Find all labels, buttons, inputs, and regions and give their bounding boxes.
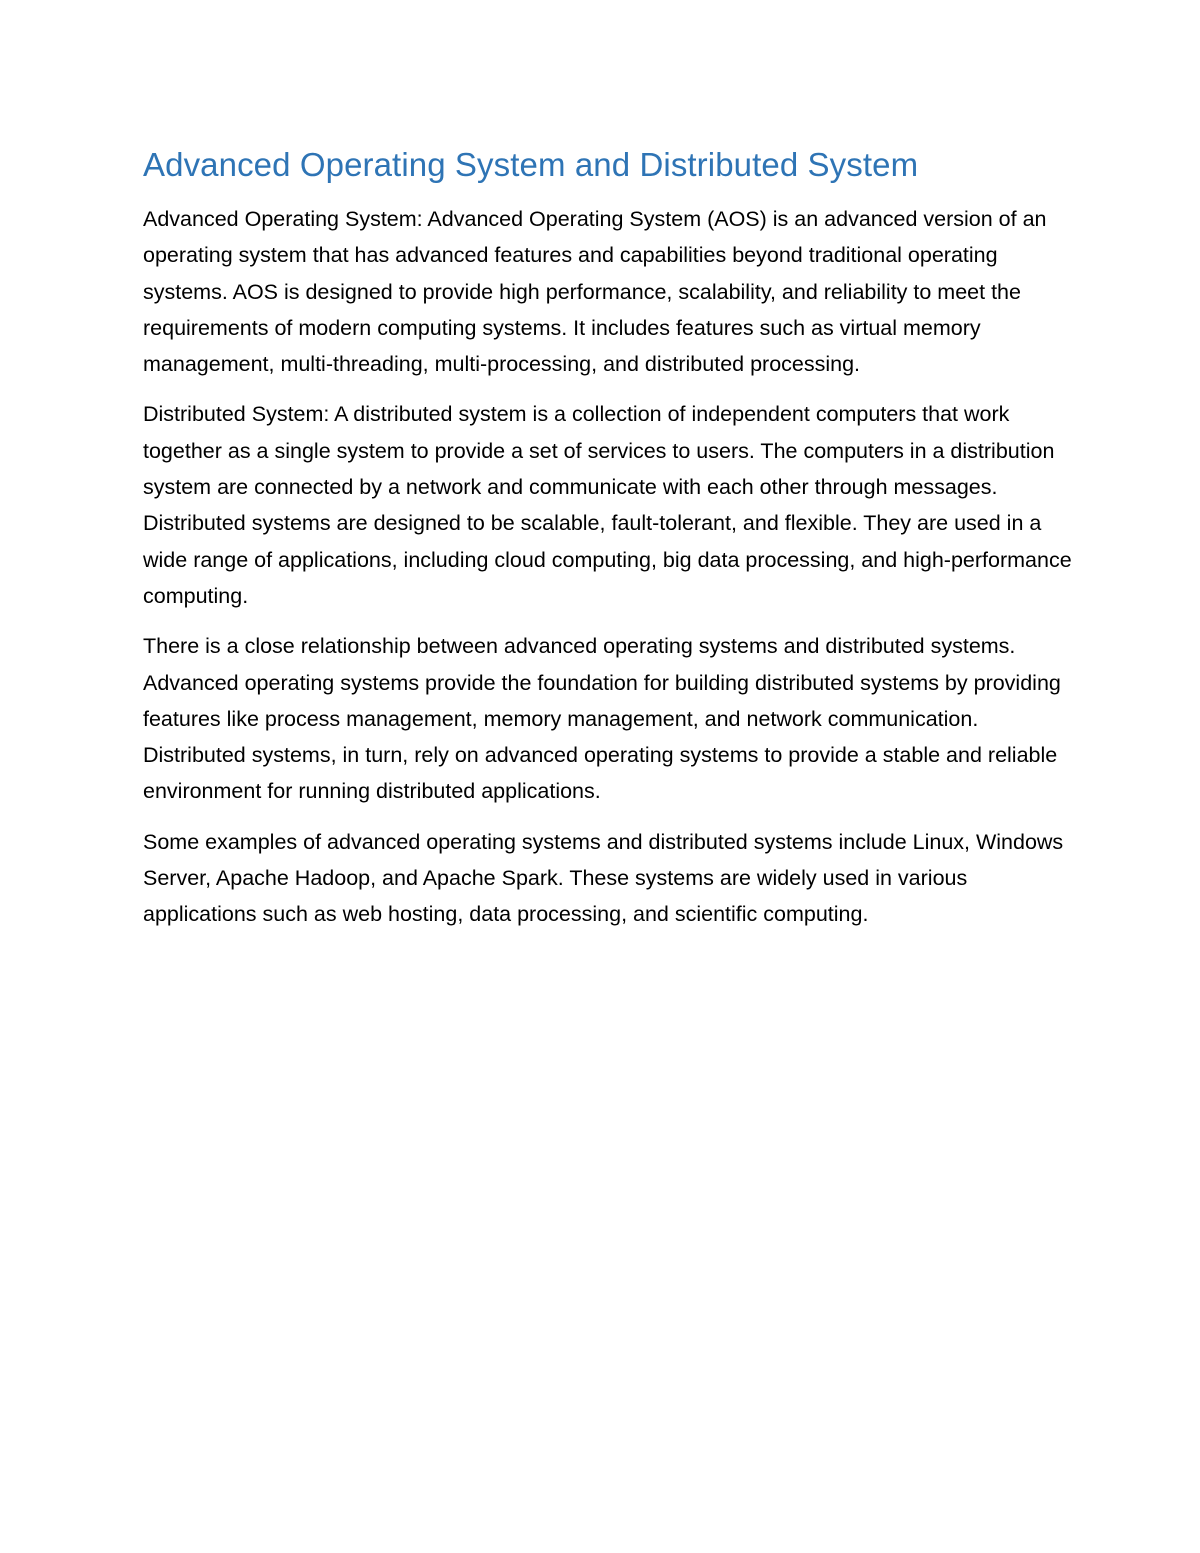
paragraph-relationship: There is a close relationship between advanced operating systems and distributed systems. Advanced operating systems provide the foundation for building distributed systems by providing features like process management, memory management, and network communication. Distributed systems, in turn, rely on advanced operating systems to provide a stable and reliable environment for running distributed applications.: [143, 634, 1061, 804]
document-body: [143, 143, 1073, 947]
paragraph-distributed-system: Distributed System: A distributed system is a collection of independent computers that work together as a single system to provide a set of services to users. The computers in a distribution system are connected by a network and communicate with each other through messages. Distributed systems are designed to be scalable, fault-tolerant, and flexible. They are used in a wide range of applications, including cloud computing, big data processing, and high-performance computing.: [143, 402, 1072, 608]
page-title: Advanced Operating System and Distributed System: [143, 146, 919, 183]
paragraph-examples: Some examples of advanced operating systems and distributed systems include Linux, Windows Server, Apache Hadoop, and Apache Spark. These systems are widely used in various applications such as web hosting, data processing, and scientific computing.: [143, 829, 1064, 927]
paragraph-advanced-operating-system: Advanced Operating System: Advanced Operating System (AOS) is an advanced version of an operating system that has advanced features and capabilities beyond traditional operating systems. AOS is designed to provide high performance, scalability, and reliability to meet the requirements of modern computing systems. It includes features such as virtual memory management, multi-threading, multi-processing, and distributed processing.: [143, 207, 1047, 377]
